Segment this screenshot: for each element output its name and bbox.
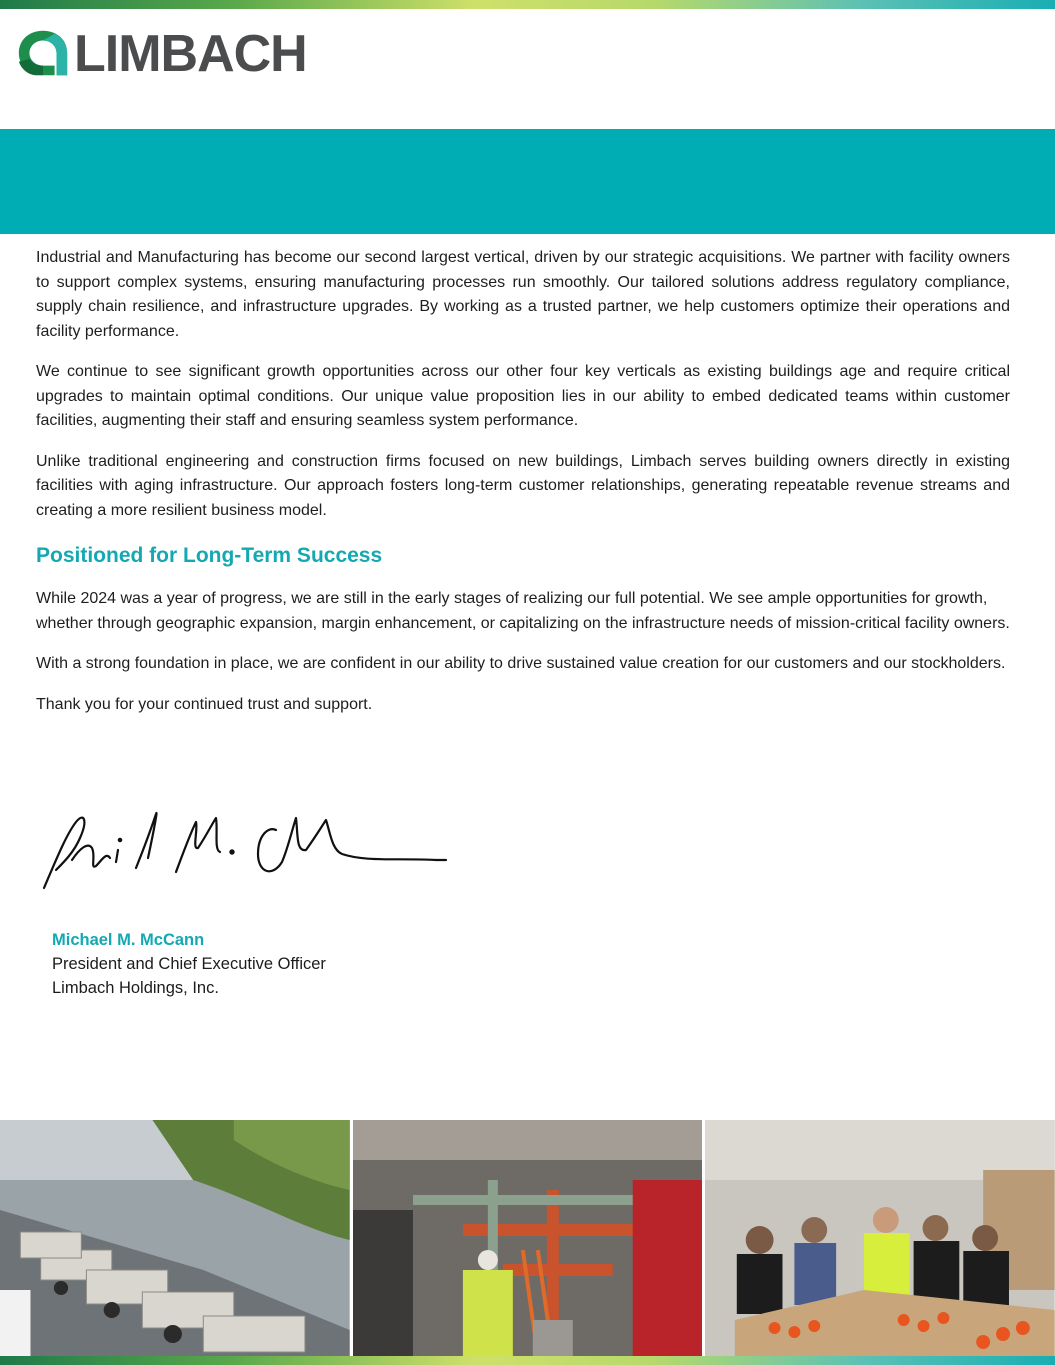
signatory-block xyxy=(52,928,326,1000)
limbach-wordmark: LIMBACH xyxy=(74,25,307,83)
letter-body xyxy=(36,246,1010,733)
signatory-company: Limbach Holdings, Inc. xyxy=(52,979,219,997)
section-heading: Positioned for Long-Term Success xyxy=(36,544,383,567)
paragraph-growth: We continue to see significant growth opportunities across our other four key verticals as existing buildings age and require critical upgrades to maintain optimal conditions. Our unique value proposition lies in our ability to embed dedicated teams within customer facilities, augmenting their staff and ensuring seamless system performance. xyxy=(36,363,1010,429)
volunteer-team-photo xyxy=(705,1120,1055,1356)
paragraph-approach: Unlike traditional engineering and construction firms focused on new buildings, Limbach serves building owners directly in existing facilities with aging infrastructure. Our approach fosters long-term customer relationships, generating repeatable revenue streams and creating a more resilient business model. xyxy=(36,452,1010,519)
bottom-gradient-bar xyxy=(0,1356,1055,1365)
paragraph-industrial: Industrial and Manufacturing has become our second largest vertical, driven by our strategic acquisitions. We partner with facility owners to support complex systems, ensuring manufacturing processes run smoothly. Our tailored solutions address regulatory compliance, supply chain resilience, and infrastructure upgrades. By working as a trusted partner, we help customers optimize their operations and facility performance. xyxy=(36,249,1010,340)
limbach-logo xyxy=(14,24,307,84)
header-band xyxy=(0,129,1055,234)
handwritten-signature xyxy=(36,800,456,900)
signatory-name: Michael M. McCann xyxy=(52,931,205,949)
paragraph-thanks: Thank you for your continued trust and support. xyxy=(36,695,373,713)
mechanical-room-worker-photo xyxy=(353,1120,703,1356)
rooftop-hvac-units-photo xyxy=(0,1120,350,1356)
paragraph-progress: While 2024 was a year of progress, we are still in the early stages of realizing our full potential. We see ample opportunities for growth, whether through geographic expansion, margin enhancement, or capitalizing on the infrastructure needs of mission-critical facility owners. xyxy=(36,590,1010,632)
paragraph-foundation: With a strong foundation in place, we are confident in our ability to drive sustained value creation for our customers and our stockholders. xyxy=(36,655,1006,672)
signatory-title: President and Chief Executive Officer xyxy=(52,955,326,973)
top-gradient-bar xyxy=(0,0,1055,9)
limbach-logo-mark-icon xyxy=(14,25,72,83)
photo-strip xyxy=(0,1120,1055,1356)
